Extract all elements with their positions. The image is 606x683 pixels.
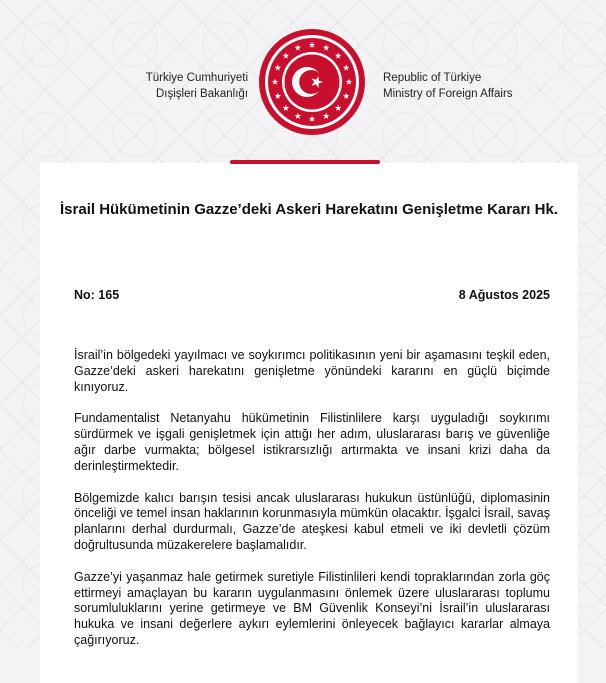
paragraph: İsrail’in bölgedeki yayılmacı ve soykırımcı politikasının yeni bir aşamasını teşkil eden, Gazze’deki askeri harekatını genişletme yönündeki kararını en güçlü biçimde kınıyoruz. xyxy=(74,348,550,394)
release-number: No: 165 xyxy=(74,288,120,302)
paragraph: Bölgemizde kalıcı barışın tesisi ancak uluslararası hukukun üstünlüğü, diplomasinin önceliği ve temel insan haklarının korunmasıyla mümkün olacaktır. İşgalci İsrail, savaş planlarını derhal durdurmalı, Gazze’de ateşkesi kabul etmeli ve iki devletli çözüm doğrultusunda müzakerelere başlamalıdır. xyxy=(74,490,550,552)
press-release-title: İsrail Hükümetinin Gazze’deki Askeri Harekatını Genişletme Kararı Hk. xyxy=(60,201,558,218)
org-en-line2: Ministry of Foreign Affairs xyxy=(383,88,513,100)
org-tr-line2: Dışişleri Bakanlığı xyxy=(155,88,248,100)
header-divider xyxy=(230,160,380,164)
paragraph: Fundamentalist Netanyahu hükümetinin Filistinlilere karşı uyguladığı soykırımı sürdürmek ve işgali genişletmek için attığı her adım, uluslararası barış ve güvenliğe ağır darbe vurmakta; bölgesel istikrarsızlığı artırmakta ve insani krizi daha da derinleştirmektedir. xyxy=(74,411,550,473)
turkish-mfa-seal-icon xyxy=(257,27,367,137)
ministry-name-english xyxy=(383,70,543,102)
letterhead xyxy=(0,0,606,170)
org-en-line1: Republic of Türkiye xyxy=(383,72,482,84)
press-release-body xyxy=(74,348,550,665)
ministry-name-turkish xyxy=(120,70,248,102)
paragraph: Gazze’yi yaşanmaz hale getirmek suretiyle Filistinlileri kendi topraklarından zorla göç ettirmeyi amaçlayan bu kararın uygulanmasını önlemek üzere uluslararası toplumu sorumluluklarını yerine getirmeye ve BM Güvenlik Konseyi’ni İsrail’in uluslararası hukuka ve insani değerlere aykırı eylemlerini önleyecek bağlayıcı kararlar almaya çağırıyoruz. xyxy=(74,569,550,647)
release-date: 8 Ağustos 2025 xyxy=(458,288,550,302)
org-tr-line1: Türkiye Cumhuriyeti xyxy=(145,72,248,84)
